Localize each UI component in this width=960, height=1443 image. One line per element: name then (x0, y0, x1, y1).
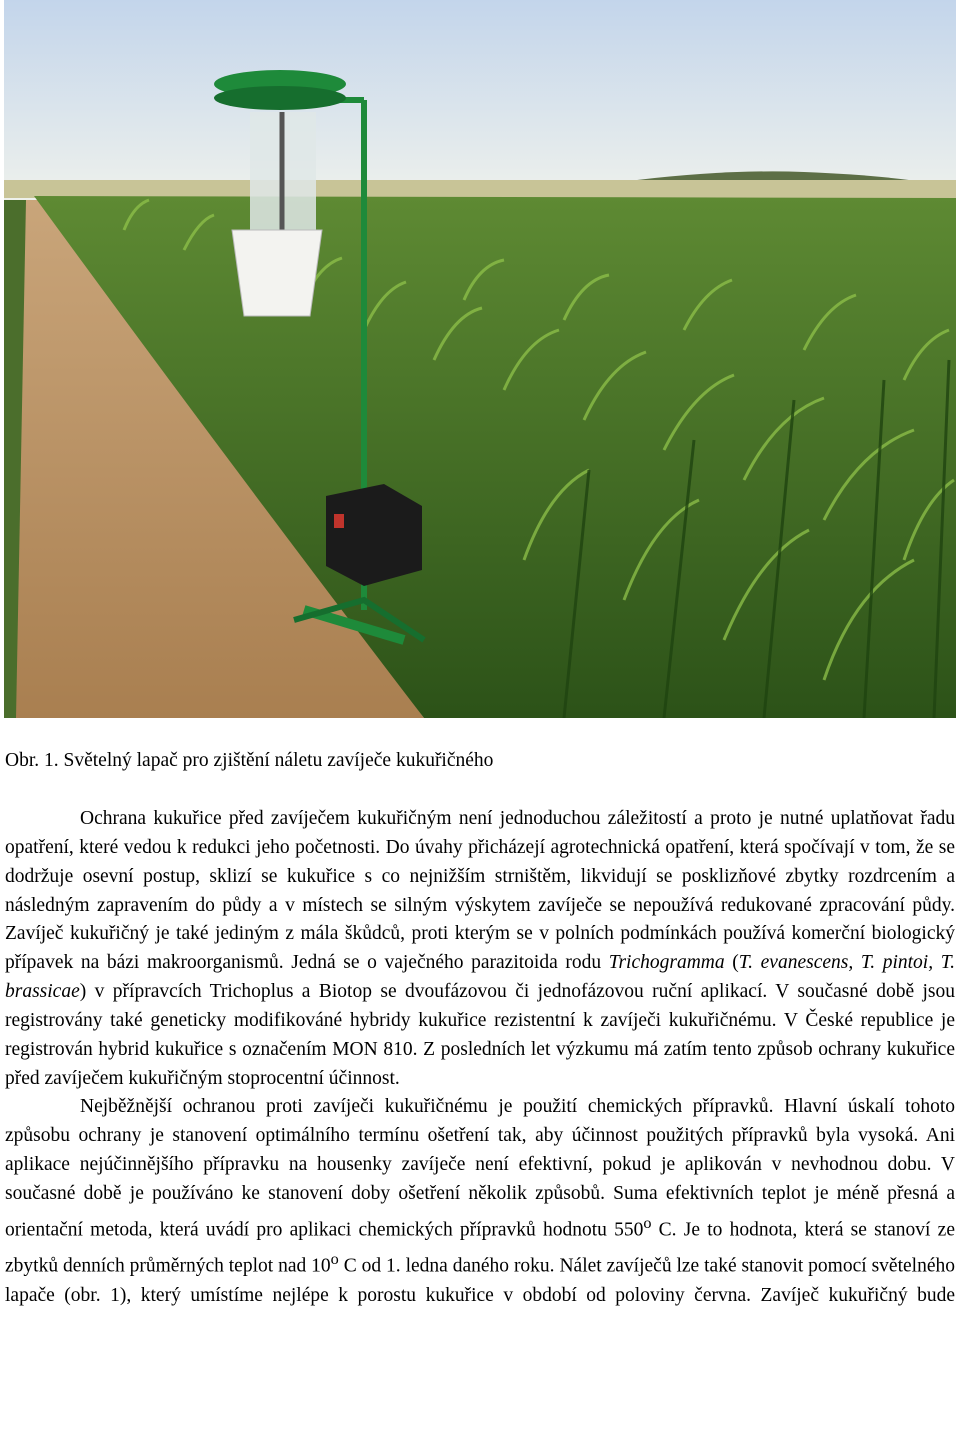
field-photo (4, 0, 956, 718)
body-text (5, 805, 955, 1310)
battery (326, 484, 422, 586)
paragraph: Ochrana kukuřice před zavíječem kukuřičným není jednoduchou záležitostí a proto je nutné uplatňovat řadu opatření, které vedou k redukci jeho početnosti. Do úvahy přicházejí agrotechnická opatření, která spočívají v tom, že se dodržuje osevní postup, sklizí se kukuřice s co nejnižším strništěm, likvidují se posklizňové zbytky rozdrcením a následným zapravením do půdy a v místech se silným výskytem zavíječe se nepoužívá redukované zpracování půdy. Zavíječ kukuřičný je také jediným z mála škůdců, proti kterým se v polních podmínkách používá komerční biologický přípavek na bázi makroorganismů. Jedná se o vaječného parazitoida rodu Trichogramma (T. evanescens, T. pintoi, T. brassicae) v přípravcích Trichoplus a Biotop se dvoufázovou či jednofázovou ruční aplikací. V současné době jsou registrovány také geneticky modifikováné hybridy kukuřice rezistentní k zavíječi kukuřičnému. V České republice je registrován hybrid kukuřice s označením MON 810. Z posledních let výzkumu má zatím tento způsob ochrany kukuřice před zavíječem kukuřičným stoprocentní účinnost. (5, 808, 955, 1089)
figure-caption: Obr. 1. Světelný lapač pro zjištění náletu zavíječe kukuřičného (5, 750, 494, 771)
sky (4, 0, 956, 200)
species-names: T. evanescens, T. pintoi, T. brassicae (5, 952, 955, 1003)
genus-name: Trichogramma (608, 952, 725, 974)
paragraph: Nejběžnější ochranou proti zavíječi kukuřičnému je použití chemických přípravků. Hlavní úskalí tohoto způsobu ochrany je stanovení optimálního termínu ošetření tak, aby účinnost použitých přípravků byla vysoká. Ani aplikace nejúčinnějšího přípravku na housenky zavíječe není efektivní, pokud je aplikován v nevhodnou dobu. V současné době je používáno ke stanovení doby ošetření několik způsobů. Suma efektivních teplot je méně přesná a orientační metoda, která uvádí pro aplikaci chemických přípravků hodnotu 550$^o$ C. Je to hodnota, která se stanoví ze zbytků denních průměrných teplot nad 10$^o$ C od 1. ledna daného roku. Nálet zavíječů lze také stanovit pomocí světelného lapače (obr. 1), který umístíme nejlépe k porostu kukuřice v období od poloviny června. Zavíječ kukuřičný bude (5, 1096, 955, 1306)
